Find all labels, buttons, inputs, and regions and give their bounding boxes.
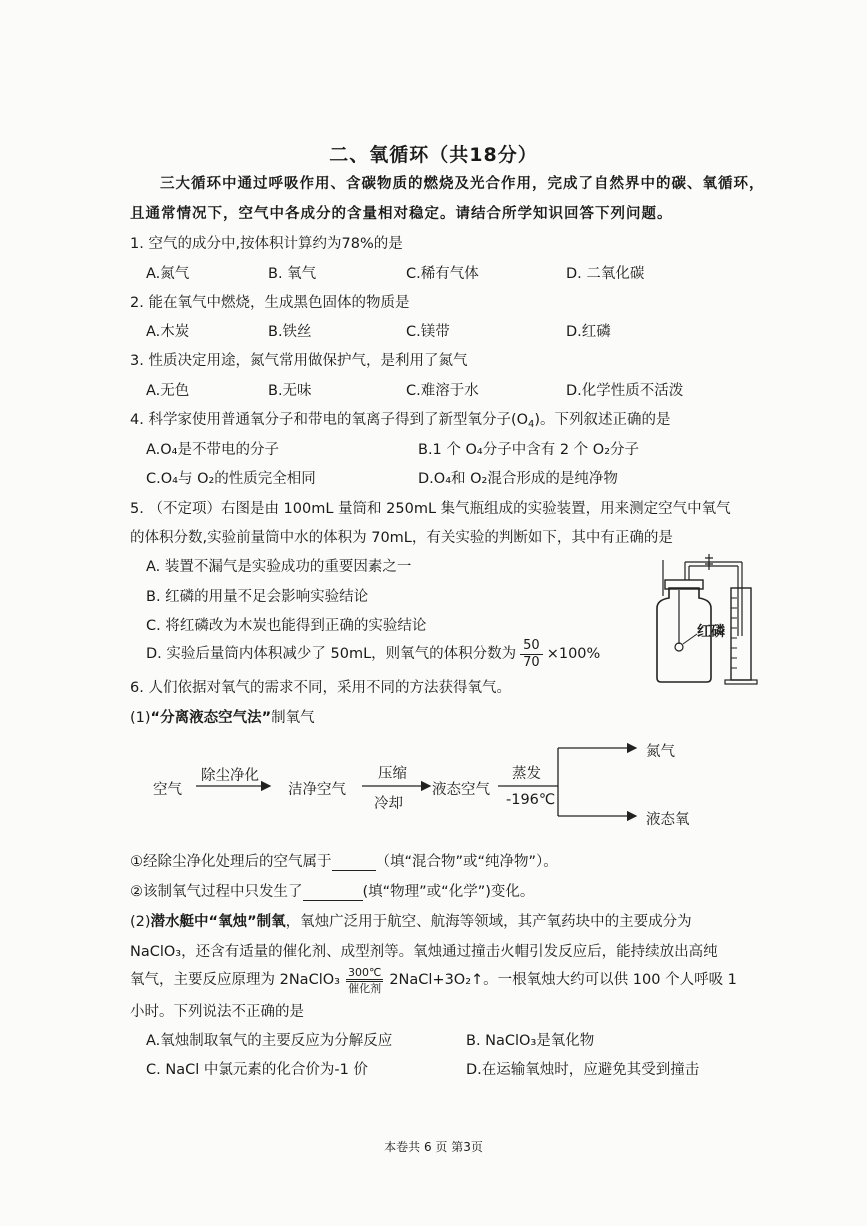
q1-stem: 1. 空气的成分中,按体积计算约为78%的是: [130, 236, 403, 252]
q6-sub2: ②该制氧气过程中只发生了 (填“物理”或“化学”)变化。: [130, 884, 535, 900]
q6-option-c: C. NaCl 中氯元素的化合价为-1 价: [146, 1062, 368, 1078]
q1-option-d: D. 二氧化碳: [566, 266, 645, 282]
q6-part2-line-4: 小时。下列说法不正确的是: [130, 1004, 304, 1020]
q2-stem: 2. 能在氧气中燃烧，生成黑色固体的物质是: [130, 295, 410, 311]
q3-stem: 3. 性质决定用途，氮气常用做保护气，是利用了氮气: [130, 353, 468, 369]
flow-node-clean-air: 洁净空气: [288, 782, 346, 798]
q5-stem-line-2: 的体积分数,实验前量筒中水的体积为 70mL，有关实验的判断如下，其中有正确的是: [130, 530, 673, 546]
oxygen-fraction: $\frac{50}{70}$: [520, 638, 543, 671]
reaction-condition: 300℃ 催化剂: [347, 965, 382, 995]
flow-arrow3-top-label: 蒸发: [512, 766, 541, 782]
intro-line-2: 且通常情况下，空气中各成分的含量相对稳定。请结合所学知识回答下列问题。: [130, 206, 673, 222]
q5-option-c: C. 将红磷改为木炭也能得到正确的实验结论: [146, 618, 427, 634]
q2-option-d: D.红磷: [566, 324, 611, 340]
q1-option-b: B. 氧气: [268, 266, 317, 282]
q1-option-c: C.稀有气体: [406, 266, 479, 282]
q5-option-a: A. 装置不漏气是实验成功的重要因素之一: [146, 559, 412, 575]
q6-part2-line-2: NaClO₃，还含有适量的催化剂、成型剂等。氧烛通过撞击火帽引发反应后，能持续放出高纯: [130, 944, 718, 960]
flow-arrow2-top-label: 压缩: [378, 766, 407, 782]
red-phosphorus-label: 红磷: [697, 624, 725, 640]
flow-arrow2-bottom-label: 冷却: [374, 796, 403, 812]
flow-arrow1-label: 除尘净化: [201, 768, 259, 784]
q4-option-d: D.O₄和 O₂混合形成的是纯净物: [418, 471, 618, 487]
section-title: 二、氧循环（共18分）: [329, 144, 538, 166]
q3-option-b: B.无味: [268, 383, 312, 399]
q6-option-b: B. NaClO₃是氧化物: [466, 1033, 595, 1049]
q6-option-a: A.氧烛制取氧气的主要反应为分解反应: [146, 1033, 393, 1049]
q2-option-c: C.镁带: [406, 324, 450, 340]
q5-option-b: B. 红磷的用量不足会影响实验结论: [146, 589, 369, 605]
flow-node-air: 空气: [153, 782, 182, 798]
q3-option-a: A.无色: [146, 383, 190, 399]
q1-option-a: A.氮气: [146, 266, 190, 282]
q3-option-c: C.难溶于水: [406, 383, 479, 399]
q4-stem: 4. 科学家使用普通氧分子和带电的氧离子得到了新型氧分子$(O_4)$。下列叙述正确的是: [130, 412, 671, 430]
q4-option-c: C.O₄与 O₂的性质完全相同: [146, 471, 316, 487]
q6-part1-title: (1)“分离液态空气法”制氧气: [130, 710, 315, 726]
q6-stem: 6. 人们依据对氧气的需求不同，采用不同的方法获得氧气。: [130, 680, 511, 696]
page-footer: 本卷共 6 页 第3页: [384, 1140, 483, 1154]
q2-option-b: B.铁丝: [268, 324, 312, 340]
flow-node-liquid-air: 液态空气: [432, 782, 490, 798]
q4-option-a: A.O₄是不带电的分子: [146, 442, 279, 458]
q2-option-a: A.木炭: [146, 324, 190, 340]
q5-stem-line-1: 5. （不定项）右图是由 100mL 量筒和 250mL 集气瓶组成的实验装置，用来测定空气中氧气: [130, 501, 731, 517]
q5-option-d: D. 实验后量筒内体积减少了 50mL，则氧气的体积分数为 $\frac{50}{70}$ ×100%: [146, 637, 601, 670]
q4-option-b: B.1 个 O₄分子中含有 2 个 O₂分子: [418, 442, 640, 458]
q3-option-d: D.化学性质不活泼: [566, 383, 684, 399]
q6-part2-line-1: (2)潜水艇中“氧烛”制氧，氧烛广泛用于航空、航海等领域，其产氧药块中的主要成分为: [130, 914, 692, 930]
q6-sub1: ①经除尘净化处理后的空气属于 （填“混合物”或“纯净物”）。: [130, 854, 558, 870]
answer-blank-1[interactable]: [332, 856, 376, 871]
answer-blank-2[interactable]: [303, 886, 363, 901]
flow-output-nitrogen: 氮气: [646, 744, 675, 760]
flow-arrow3-bottom-label: -196℃: [506, 792, 556, 808]
flow-output-liquid-oxygen: 液态氧: [646, 812, 690, 828]
q6-option-d: D.在运输氧烛时，应避免其受到撞击: [466, 1062, 700, 1078]
intro-line-1: 三大循环中通过呼吸作用、含碳物质的燃烧及光合作用，完成了自然界中的碳、氧循环，: [160, 176, 765, 192]
q6-part2-line-3: 氧气，主要反应原理为 2NaClO₃ 300℃ 催化剂 2NaCl+3O₂↑。一根氧烛大约可以供 100 个人呼吸 1: [130, 965, 737, 995]
